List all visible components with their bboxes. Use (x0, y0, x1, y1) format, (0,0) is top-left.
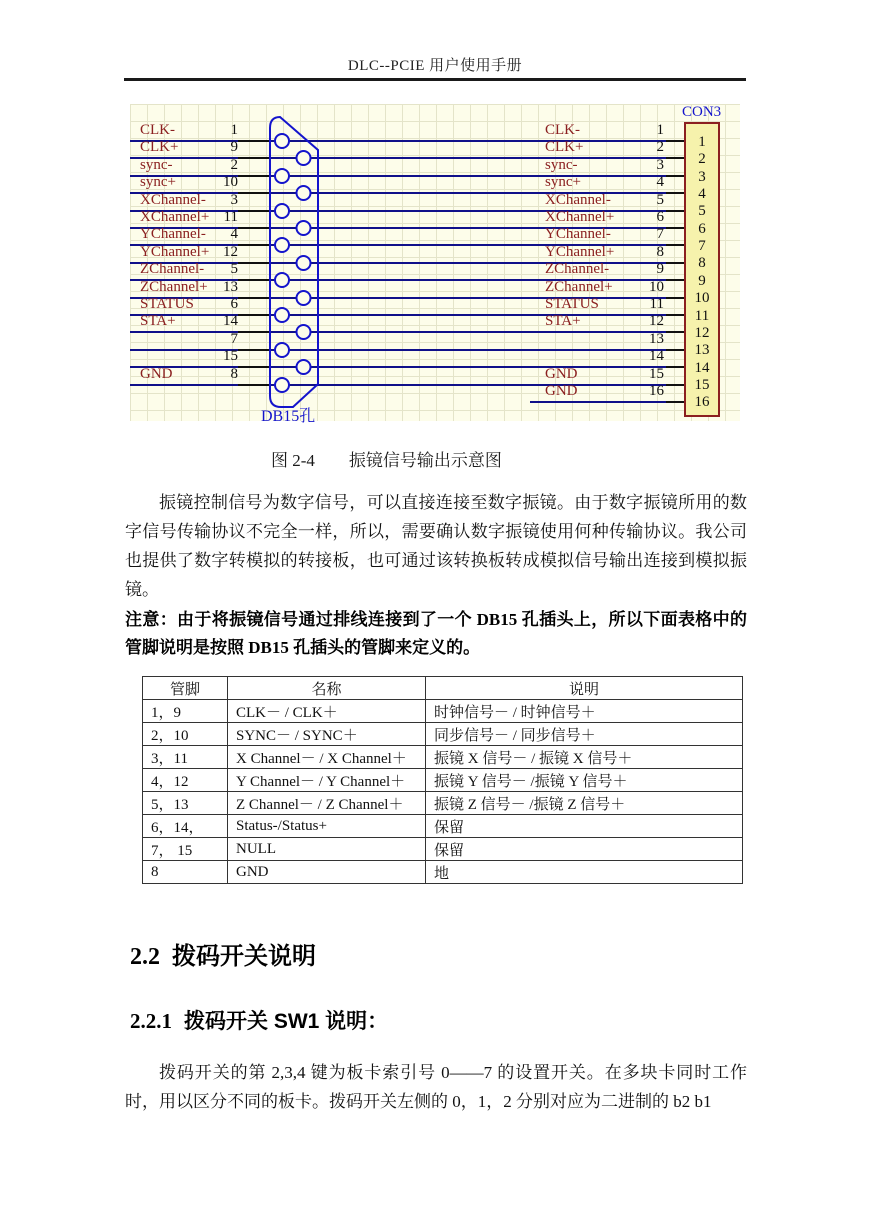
right-pin-number: 7 (656, 226, 664, 242)
db15-pin-circle (297, 151, 311, 165)
subsection-title: 拨码开关 SW1 说明： (184, 1010, 389, 1033)
right-signal-label: CLK+ (545, 139, 584, 155)
table-cell: Status-/Status+ (228, 815, 426, 838)
db15-pin-circle (297, 256, 311, 270)
table-cell: Y Channel－ / Y Channel＋ (228, 769, 426, 792)
left-signal-label: YChannel- (140, 226, 206, 242)
db15-pin-circle (275, 273, 289, 287)
db15-pin-circle (275, 343, 289, 357)
section-heading (130, 936, 316, 971)
table-row (143, 769, 743, 792)
left-signal-label: CLK+ (140, 139, 179, 155)
con3-pin-number: 4 (698, 186, 706, 202)
table-header-cell: 名称 (228, 677, 426, 700)
left-signal-label: YChannel+ (140, 244, 210, 260)
section-title: 拨码开关说明 (172, 943, 316, 970)
table-cell: 4，12 (143, 769, 228, 792)
db15-pin-circle (297, 360, 311, 374)
right-pin-number: 15 (649, 366, 664, 382)
db15-pin-circle (297, 325, 311, 339)
table-cell: 6，14， (143, 815, 228, 838)
left-signal-label: STATUS (140, 296, 194, 312)
con3-pin-number: 6 (698, 221, 706, 237)
right-pin-number: 6 (656, 209, 664, 225)
con3-pin-number: 13 (694, 342, 710, 358)
left-signal-label: XChannel+ (140, 209, 210, 225)
table-row (143, 792, 743, 815)
table-row (143, 838, 743, 861)
left-signal-label: sync+ (140, 174, 176, 190)
left-signal-label: ZChannel- (140, 261, 205, 277)
body-paragraph-2: 拨码开关的第 2,3,4 键为板卡索引号 0——7 的设置开关。在多块卡同时工作时，用以区分不同的板卡。拨码开关左侧的 0，1，2 分别对应为二进制的 b2 b1 (125, 1063, 747, 1111)
right-signal-label: STA+ (545, 313, 581, 329)
table-cell: 振镜 X 信号－ / 振镜 X 信号＋ (426, 746, 743, 769)
right-signal-label: ZChannel- (545, 261, 610, 277)
table-row (143, 861, 743, 884)
right-signal-label: YChannel- (545, 226, 611, 242)
right-pin-number: 14 (649, 348, 664, 364)
left-pin-number: 13 (223, 279, 238, 295)
table-cell: 3，11 (143, 746, 228, 769)
db15-pin-circle (297, 291, 311, 305)
table-cell: 保留 (426, 815, 743, 838)
left-pin-number: 14 (223, 313, 238, 329)
right-pin-number: 1 (656, 122, 664, 138)
right-pin-number: 9 (656, 261, 664, 277)
table-cell: 8 (143, 861, 228, 884)
right-signal-label: STATUS (545, 296, 599, 312)
table-row (143, 815, 743, 838)
db15-pin-circles (275, 134, 311, 392)
right-signal-label: GND (545, 383, 578, 399)
left-signal-label: CLK- (140, 122, 175, 138)
section-number: 2.2 (130, 944, 160, 970)
note-paragraph: 注意：由于将振镜信号通过排线连接到了一个 DB15 孔插头上，所以下面表格中的管脚说明是按照 DB15 孔插头的管脚来定义的。 (125, 610, 747, 657)
left-signal-label: GND (140, 366, 173, 382)
left-pin-number: 3 (230, 192, 238, 208)
wiring-diagram (130, 104, 740, 425)
right-pin-number: 3 (656, 157, 664, 173)
db15-pin-circle (275, 134, 289, 148)
right-pin-number: 5 (656, 192, 664, 208)
table-cell: 振镜 Y 信号－ /振镜 Y 信号＋ (426, 769, 743, 792)
db15-pin-circle (297, 186, 311, 200)
figure-number: 图 2-4 (271, 451, 315, 470)
table-cell: Z Channel－ / Z Channel＋ (228, 792, 426, 815)
con3-pin-number: 16 (694, 394, 710, 410)
left-pin-number: 9 (230, 139, 238, 155)
left-pin-number: 12 (223, 244, 238, 260)
table-cell: 振镜 Z 信号－ /振镜 Z 信号＋ (426, 792, 743, 815)
con3-pin-number: 8 (698, 255, 706, 271)
subsection-number: 2.2.1 (130, 1009, 172, 1033)
subsection-heading (130, 1005, 388, 1035)
table-cell: 1，9 (143, 700, 228, 723)
table-cell: 时钟信号－ / 时钟信号＋ (426, 700, 743, 723)
db15-pin-circle (275, 169, 289, 183)
right-signal-label: CLK- (545, 122, 580, 138)
right-signal-label: sync- (545, 157, 578, 173)
con3-pin-number: 10 (694, 290, 710, 306)
table-cell: 2，10 (143, 723, 228, 746)
pin-definition-table (142, 676, 743, 884)
db15-label: DB15孔 (261, 408, 316, 425)
right-pin-number: 8 (656, 244, 664, 260)
table-header-cell: 说明 (426, 677, 743, 700)
right-pin-number: 2 (656, 139, 664, 155)
con3-pin-number: 3 (698, 169, 706, 185)
page-header-title: DLC--PCIE 用户使用手册 (347, 58, 523, 74)
figure-caption (271, 446, 502, 471)
right-signal-label: sync+ (545, 174, 581, 190)
right-signal-label: YChannel+ (545, 244, 615, 260)
table-cell: 保留 (426, 838, 743, 861)
figure-title: 振镜信号输出示意图 (348, 451, 502, 470)
left-signal-label: STA+ (140, 313, 176, 329)
right-signal-label: GND (545, 366, 578, 382)
con3-pin-number: 1 (698, 134, 706, 150)
right-pin-number: 10 (649, 279, 664, 295)
table-row (143, 723, 743, 746)
con3-pin-number: 7 (698, 238, 706, 254)
db15-pin-circle (275, 238, 289, 252)
db15-pin-circle (275, 378, 289, 392)
left-pin-number: 5 (230, 261, 238, 277)
left-pin-number: 4 (230, 226, 238, 242)
left-signal-label: XChannel- (140, 192, 206, 208)
left-pin-number: 2 (230, 157, 238, 173)
con3-pin-number: 2 (698, 151, 706, 167)
table-cell: 同步信号－ / 同步信号＋ (426, 723, 743, 746)
right-signal-label: XChannel- (545, 192, 611, 208)
table-header-cell: 管脚 (143, 677, 228, 700)
right-signal-label: ZChannel+ (545, 279, 613, 295)
con3-label: CON3 (682, 104, 722, 120)
left-pin-number: 11 (223, 209, 238, 225)
table-cell: 地 (426, 861, 743, 884)
db15-pin-circle (275, 308, 289, 322)
table-cell: 5，13 (143, 792, 228, 815)
table-cell: X Channel－ / X Channel＋ (228, 746, 426, 769)
left-pin-number: 7 (230, 331, 238, 347)
table-header-row (143, 677, 743, 700)
table-cell: 7， 15 (143, 838, 228, 861)
db15-pin-circle (275, 204, 289, 218)
right-pin-number: 12 (649, 313, 664, 329)
table-cell: NULL (228, 838, 426, 861)
table-row (143, 746, 743, 769)
left-pin-number: 6 (230, 296, 238, 312)
con3-pin-number: 12 (694, 325, 710, 341)
header-divider (124, 78, 746, 81)
table-cell: GND (228, 861, 426, 884)
left-pin-number: 10 (223, 174, 238, 190)
left-signal-label: ZChannel+ (140, 279, 208, 295)
con3-pin-number: 9 (698, 273, 706, 289)
db15-connector-drawing (130, 104, 740, 421)
table-cell: CLK－ / CLK＋ (228, 700, 426, 723)
con3-pin-number: 5 (698, 203, 706, 219)
con3-pin-number: 14 (694, 360, 710, 376)
right-pin-number: 11 (649, 296, 664, 312)
table-row (143, 700, 743, 723)
left-pin-number: 8 (230, 366, 238, 382)
con3-pin-number: 15 (694, 377, 710, 393)
body-paragraph-1: 振镜控制信号为数字信号，可以直接连接至数字振镜。由于数字振镜所用的数字信号传输协议不完全一样，所以，需要确认数字振镜使用何种传输协议。我公司也提供了数字转模拟的转接板，也可通过该转换板转成模拟信号输出连接到模拟振镜。 (125, 493, 747, 599)
left-pin-number: 15 (223, 348, 238, 364)
right-signal-label: XChannel+ (545, 209, 615, 225)
right-pin-number: 16 (649, 383, 664, 399)
right-pin-number: 4 (656, 174, 664, 190)
con3-pin-number: 11 (694, 308, 710, 324)
db15-pin-circle (297, 221, 311, 235)
table-cell: SYNC－ / SYNC＋ (228, 723, 426, 746)
right-pin-number: 13 (649, 331, 664, 347)
left-pin-number: 1 (230, 122, 238, 138)
left-signal-label: sync- (140, 157, 173, 173)
